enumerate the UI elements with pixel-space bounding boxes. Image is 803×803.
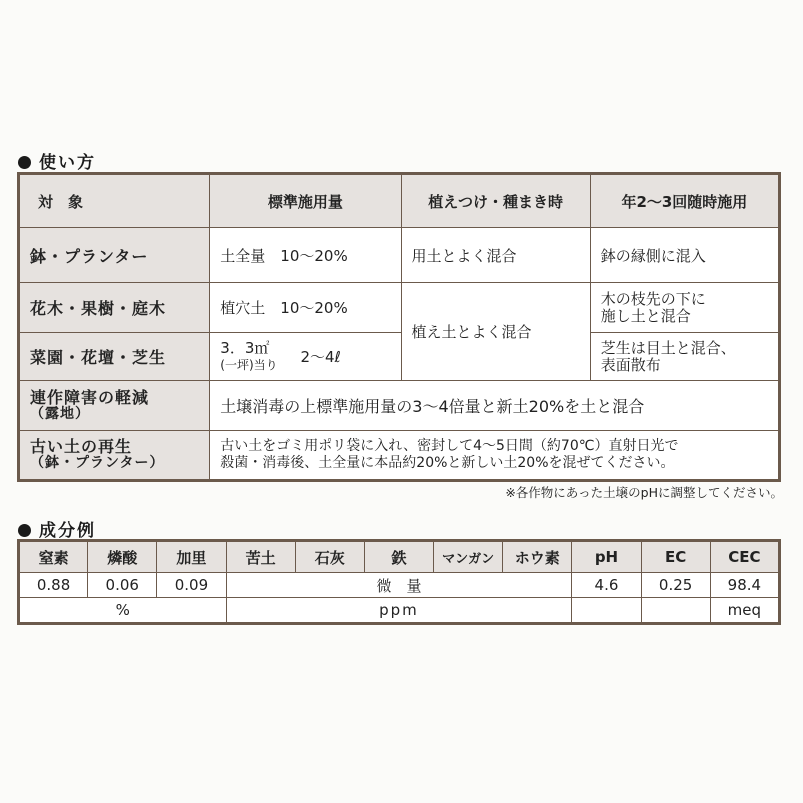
header-periodic: 年2〜3回随時施用	[590, 174, 779, 228]
composition-value-row	[19, 573, 780, 598]
header-boron: ホウ素	[503, 541, 572, 573]
value-phosphate: 0.06	[88, 573, 157, 598]
composition-unit-row	[19, 598, 780, 624]
row-periodic: 木の枝先の下に 施し土と混合	[590, 283, 779, 333]
header-lime: 石灰	[295, 541, 364, 573]
usage-header-row	[19, 174, 780, 228]
row-planting: 植え土とよく混合	[401, 283, 590, 381]
value-potassium: 0.09	[157, 573, 226, 598]
row-amount: 3．3㎡ (一坪)当り 2〜4ℓ	[210, 333, 401, 381]
header-planting: 植えつけ・種まき時	[401, 174, 590, 228]
header-phosphate: 燐酸	[88, 541, 157, 573]
note-text: ※各作物にあった土壌のpHに調整してください。	[505, 485, 783, 500]
row-label: 古い土の再生 （鉢・プランター）	[19, 431, 210, 481]
row-label: 鉢・プランター	[19, 228, 210, 283]
unit-ph-empty	[572, 598, 641, 624]
table-row	[19, 228, 780, 283]
value-ph: 4.6	[572, 573, 641, 598]
table-row	[19, 431, 780, 481]
row-planting: 用土とよく混合	[401, 228, 590, 283]
row-periodic: 芝生は目土と混合、 表面散布	[590, 333, 779, 381]
bullet-icon	[18, 156, 31, 169]
bullet-icon	[18, 524, 31, 537]
row-periodic: 鉢の縁側に混入	[590, 228, 779, 283]
header-target: 対 象	[19, 174, 210, 228]
usage-table	[17, 172, 781, 482]
composition-section-title: 成分例	[18, 516, 96, 541]
header-iron: 鉄	[364, 541, 433, 573]
composition-header-row	[19, 541, 780, 573]
composition-table	[17, 539, 781, 625]
row-text: 土壌消毒の上標準施用量の3〜4倍量と新土20%を土と混合	[210, 381, 780, 431]
header-ph: pH	[572, 541, 641, 573]
header-ec: EC	[641, 541, 710, 573]
table-row	[19, 381, 780, 431]
header-manganese: マンガン	[434, 541, 503, 573]
value-ec: 0.25	[641, 573, 710, 598]
row-amount: 植穴土 10〜20%	[210, 283, 401, 333]
table-row	[19, 333, 780, 381]
row-amount: 土全量 10〜20%	[210, 228, 401, 283]
row-label: 連作障害の軽減 （露地）	[19, 381, 210, 431]
value-nitrogen: 0.88	[19, 573, 88, 598]
header-amount: 標準施用量	[210, 174, 401, 228]
header-magnesium: 苦土	[226, 541, 295, 573]
row-label: 菜園・花壇・芝生	[19, 333, 210, 381]
row-text: 古い土をゴミ用ポリ袋に入れ、密封して4〜5日間（約70℃）直射日光で 殺菌・消毒後、土全量に本品約20%と新しい土20%を混ぜてください。	[210, 431, 780, 481]
header-cec: CEC	[710, 541, 779, 573]
header-nitrogen: 窒素	[19, 541, 88, 573]
header-potassium: 加里	[157, 541, 226, 573]
usage-section-title: 使い方	[18, 148, 96, 173]
row-label: 花木・果樹・庭木	[19, 283, 210, 333]
unit-meq: meq	[710, 598, 779, 624]
unit-ppm: ppm	[226, 598, 572, 624]
unit-percent: %	[19, 598, 227, 624]
table-row	[19, 283, 780, 333]
unit-ec-empty	[641, 598, 710, 624]
value-trace: 微 量	[226, 573, 572, 598]
value-cec: 98.4	[710, 573, 779, 598]
